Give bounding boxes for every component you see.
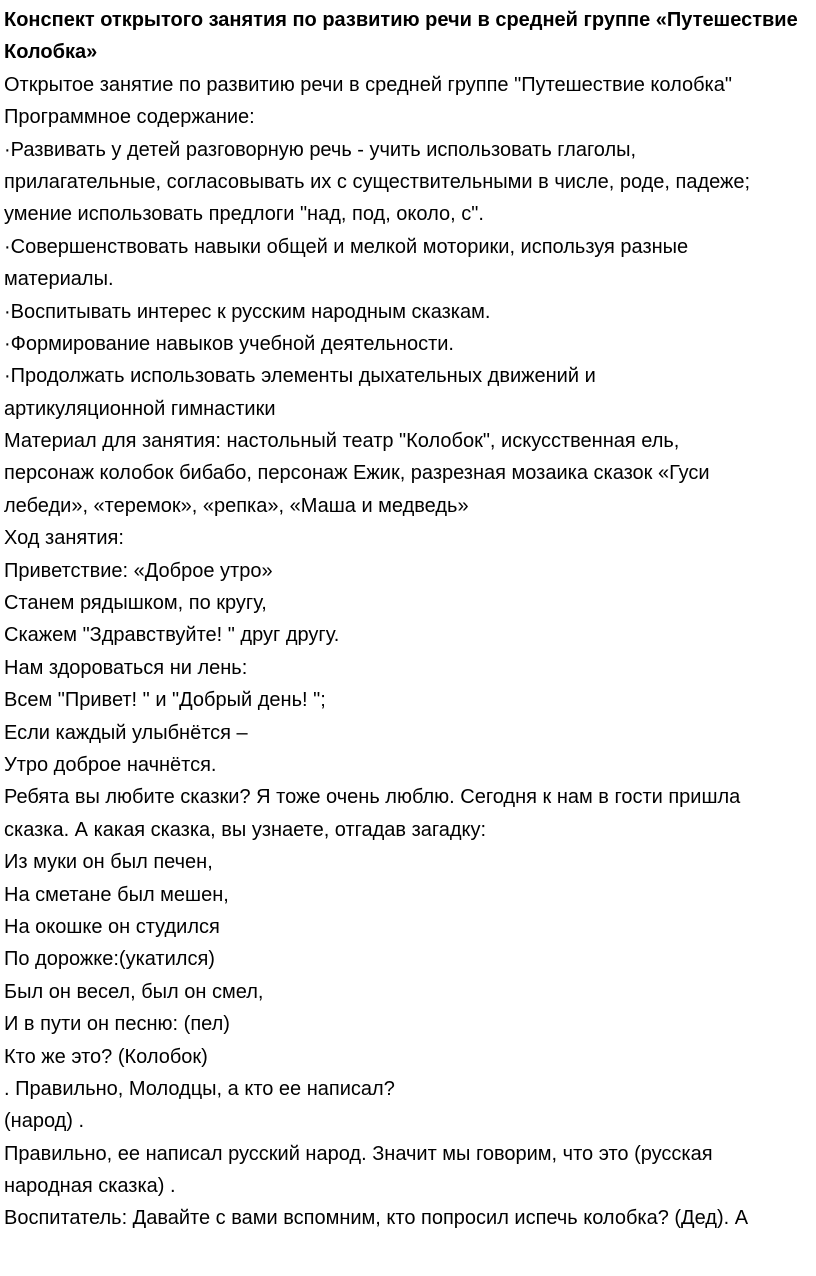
text-line: народная сказка) . xyxy=(4,1175,176,1198)
text-line: умение использовать предлоги "над, под, около, с". xyxy=(4,203,484,226)
text-line: Нам здороваться ни лень: xyxy=(4,656,248,679)
text-line: По дорожке:(укатился) xyxy=(4,948,215,971)
text-line: сказка. А какая сказка, вы узнаете, отгадав загадку: xyxy=(4,818,487,841)
text-line: Открытое занятие по развитию речи в средней группе "Путешествие колобка" xyxy=(4,73,732,96)
text-line: Скажем "Здравствуйте! " друг другу. xyxy=(4,624,340,647)
document-title-line-1: Конспект открытого занятия по развитию речи в средней группе «Путешествие xyxy=(4,9,798,31)
text-line: Если каждый улыбнётся – xyxy=(4,721,248,744)
text-line: На окошке он студился xyxy=(4,915,220,938)
document-page xyxy=(4,4,812,1235)
text-line: Правильно, ее написал русский народ. Значит мы говорим, что это (русская xyxy=(4,1142,713,1165)
text-line: Всем "Привет! " и "Добрый день! "; xyxy=(4,689,326,712)
text-line: Из муки он был печен, xyxy=(4,851,213,874)
text-line: Материал для занятия: настольный театр "Колобок", искусственная ель, xyxy=(4,430,680,453)
text-line: Воспитатель: Давайте с вами вспомним, кто попросил испечь колобка? (Дед). А xyxy=(4,1207,749,1230)
text-line: ·Формирование навыков учебной деятельности. xyxy=(4,332,454,355)
text-line: ·Воспитывать интерес к русским народным сказкам. xyxy=(4,300,491,323)
document-title-line-2: Колобка» xyxy=(4,41,98,64)
text-line: На сметане был мешен, xyxy=(4,883,229,906)
text-line: персонаж колобок бибабо, персонаж Ежик, разрезная мозаика сказок «Гуси xyxy=(4,462,710,485)
text-line: Утро доброе начнётся. xyxy=(4,753,217,776)
text-line: Кто же это? (Колобок) xyxy=(4,1045,208,1068)
text-line: ·Совершенствовать навыки общей и мелкой моторики, используя разные xyxy=(4,235,689,258)
text-line: Ход занятия: xyxy=(4,527,124,550)
text-line: Приветствие: «Доброе утро» xyxy=(4,559,273,582)
text-line: Был он весел, был он смел, xyxy=(4,980,264,1003)
text-line: Станем рядышком, по кругу, xyxy=(4,592,267,615)
text-line: лебеди», «теремок», «репка», «Маша и медведь» xyxy=(4,494,469,517)
text-line: ·Продолжать использовать элементы дыхательных движений и xyxy=(4,365,596,388)
text-line: артикуляционной гимнастики xyxy=(4,397,276,420)
text-line: (народ) . xyxy=(4,1110,85,1133)
text-line: Программное содержание: xyxy=(4,106,255,129)
text-line: прилагательные, согласовывать их с существительными в числе, роде, падеже; xyxy=(4,170,751,193)
text-line: Ребята вы любите сказки? Я тоже очень люблю. Сегодня к нам в гости пришла xyxy=(4,786,741,809)
text-line: материалы. xyxy=(4,268,114,291)
text-line: . Правильно, Молодцы, а кто ее написал? xyxy=(4,1077,395,1100)
text-line: ·Развивать у детей разговорную речь - учить использовать глаголы, xyxy=(4,138,637,161)
text-line: И в пути он песню: (пел) xyxy=(4,1013,230,1036)
